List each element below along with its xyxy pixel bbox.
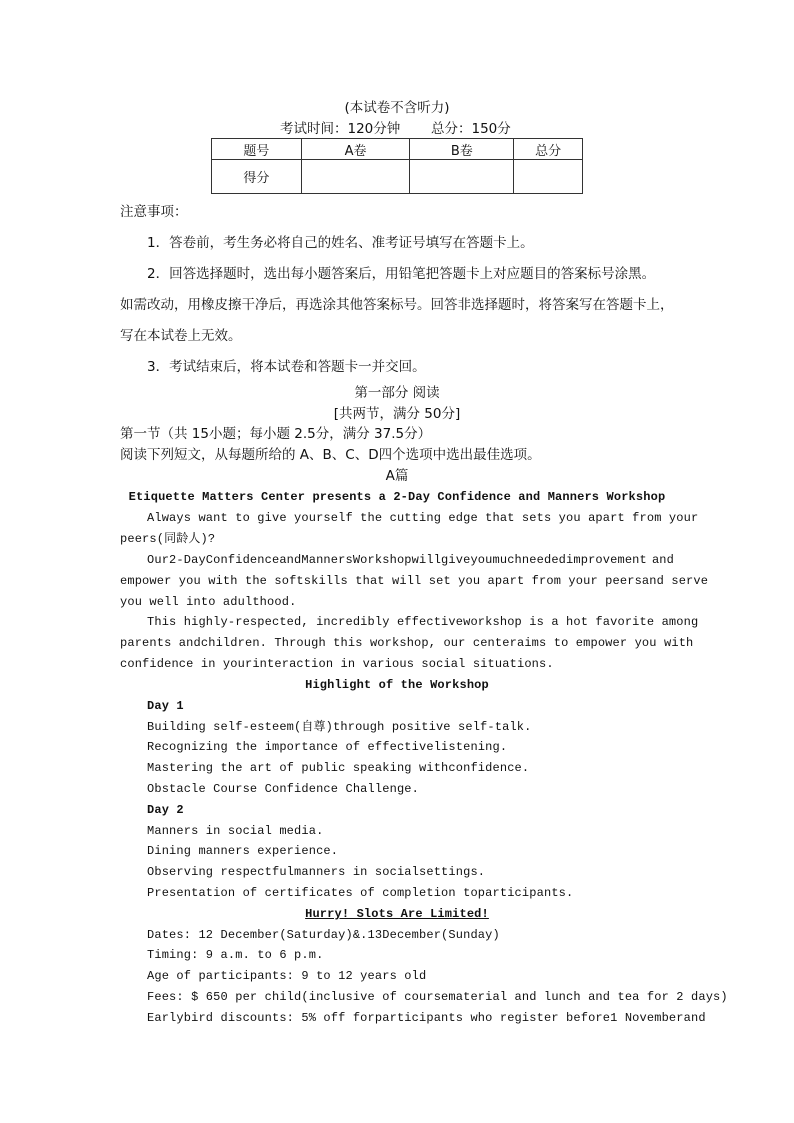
note-item: 1．答卷前，考生务必将自己的姓名、准考证号填写在答题卡上。 bbox=[147, 235, 534, 251]
day2-item: Dining manners experience. bbox=[147, 844, 339, 858]
part-subtitle: [共两节，满分 50分] bbox=[333, 406, 461, 422]
note-item: 如需改动，用橡皮擦干净后，再选涂其他答案标号。回答非选择题时，将答案写在答题卡上， bbox=[120, 297, 674, 313]
note-item: 写在本试卷上无效。 bbox=[120, 328, 242, 344]
passage-text: you well into adulthood. bbox=[120, 595, 297, 609]
day1-item: Obstacle Course Confidence Challenge. bbox=[147, 782, 419, 796]
section-instruction: 阅读下列短文，从每题所给的 A、B、C、D四个选项中选出最佳选项。 bbox=[120, 447, 541, 463]
hurry-banner: Hurry! Slots Are Limited! bbox=[305, 907, 489, 921]
detail-fees: Fees: $ 650 per child(inclusive of coursematerial and lunch and tea for 2 days) bbox=[147, 990, 728, 1004]
day2-label: Day 2 bbox=[147, 803, 184, 817]
passage-text: empower you with the softskills that will set you apart from your peersand serve bbox=[120, 574, 709, 588]
day2-item: Presentation of certificates of completion toparticipants. bbox=[147, 886, 574, 900]
day2-item: Manners in social media. bbox=[147, 824, 324, 838]
score-table bbox=[211, 138, 583, 194]
passage-text: This highly-respected, incredibly effectiveworkshop is a hot favorite among bbox=[147, 615, 699, 629]
detail-discounts: Earlybird discounts: 5% off forparticipants who register before1 Novemberand bbox=[147, 1011, 706, 1025]
score-cell-b[interactable] bbox=[410, 160, 514, 194]
score-table-header: A卷 bbox=[301, 139, 410, 160]
detail-dates: Dates: 12 December(Saturday)&.13December(Sunday) bbox=[147, 928, 500, 942]
day2-item: Observing respectfulmanners in socialsettings. bbox=[147, 865, 486, 879]
passage-text: and bbox=[651, 553, 674, 567]
score-cell-a[interactable] bbox=[301, 160, 410, 194]
exam-time: 考试时间：120分钟 bbox=[280, 121, 401, 137]
day1-item: Mastering the art of public speaking withconfidence. bbox=[147, 761, 530, 775]
passage-text: Our2-DayConfidenceandMannersWorkshopwillgiveyoumuchneededimprovement bbox=[147, 553, 647, 567]
score-table-score-row bbox=[212, 160, 583, 194]
passage-label: A篇 bbox=[385, 468, 409, 484]
passage-text: Always want to give yourself the cutting edge that sets you apart from your bbox=[147, 511, 699, 525]
passage-title: Etiquette Matters Center presents a 2-Day Confidence and Manners Workshop bbox=[128, 490, 666, 504]
detail-age: Age of participants: 9 to 12 years old bbox=[147, 969, 427, 983]
exam-subtitle: (本试卷不含听力) bbox=[344, 100, 450, 116]
day1-item: Recognizing the importance of effectivelistening. bbox=[147, 740, 508, 754]
score-row-label: 得分 bbox=[212, 160, 302, 194]
score-cell-total[interactable] bbox=[514, 160, 583, 194]
detail-timing: Timing: 9 a.m. to 6 p.m. bbox=[147, 948, 324, 962]
sub-section-title: 第一节（共 15小题；每小题 2.5分，满分 37.5分） bbox=[120, 426, 432, 442]
score-table-header-row bbox=[212, 139, 583, 160]
notes-title: 注意事项： bbox=[120, 204, 188, 220]
score-table-header: B卷 bbox=[410, 139, 514, 160]
score-table-header: 总分 bbox=[514, 139, 583, 160]
passage-text: peers(同龄人)? bbox=[120, 532, 216, 546]
passage-text-justified bbox=[147, 550, 674, 570]
part-title: 第一部分 阅读 bbox=[354, 385, 440, 401]
day1-item: Building self-esteem(自尊)through positive self-talk. bbox=[147, 720, 532, 734]
note-item: 2．回答选择题时，选出每小题答案后，用铅笔把答题卡上对应题目的答案标号涂黑。 bbox=[147, 266, 656, 282]
exam-total-score: 总分：150分 bbox=[431, 121, 511, 137]
note-item: 3．考试结束后，将本试卷和答题卡一并交回。 bbox=[147, 359, 426, 375]
passage-text: confidence in yourinteraction in various social situations. bbox=[120, 657, 554, 671]
day1-label: Day 1 bbox=[147, 699, 184, 713]
highlight-title: Highlight of the Workshop bbox=[305, 678, 489, 692]
score-table-header: 题号 bbox=[212, 139, 302, 160]
passage-text: parents andchildren. Through this workshop, our centeraims to empower you with bbox=[120, 636, 694, 650]
